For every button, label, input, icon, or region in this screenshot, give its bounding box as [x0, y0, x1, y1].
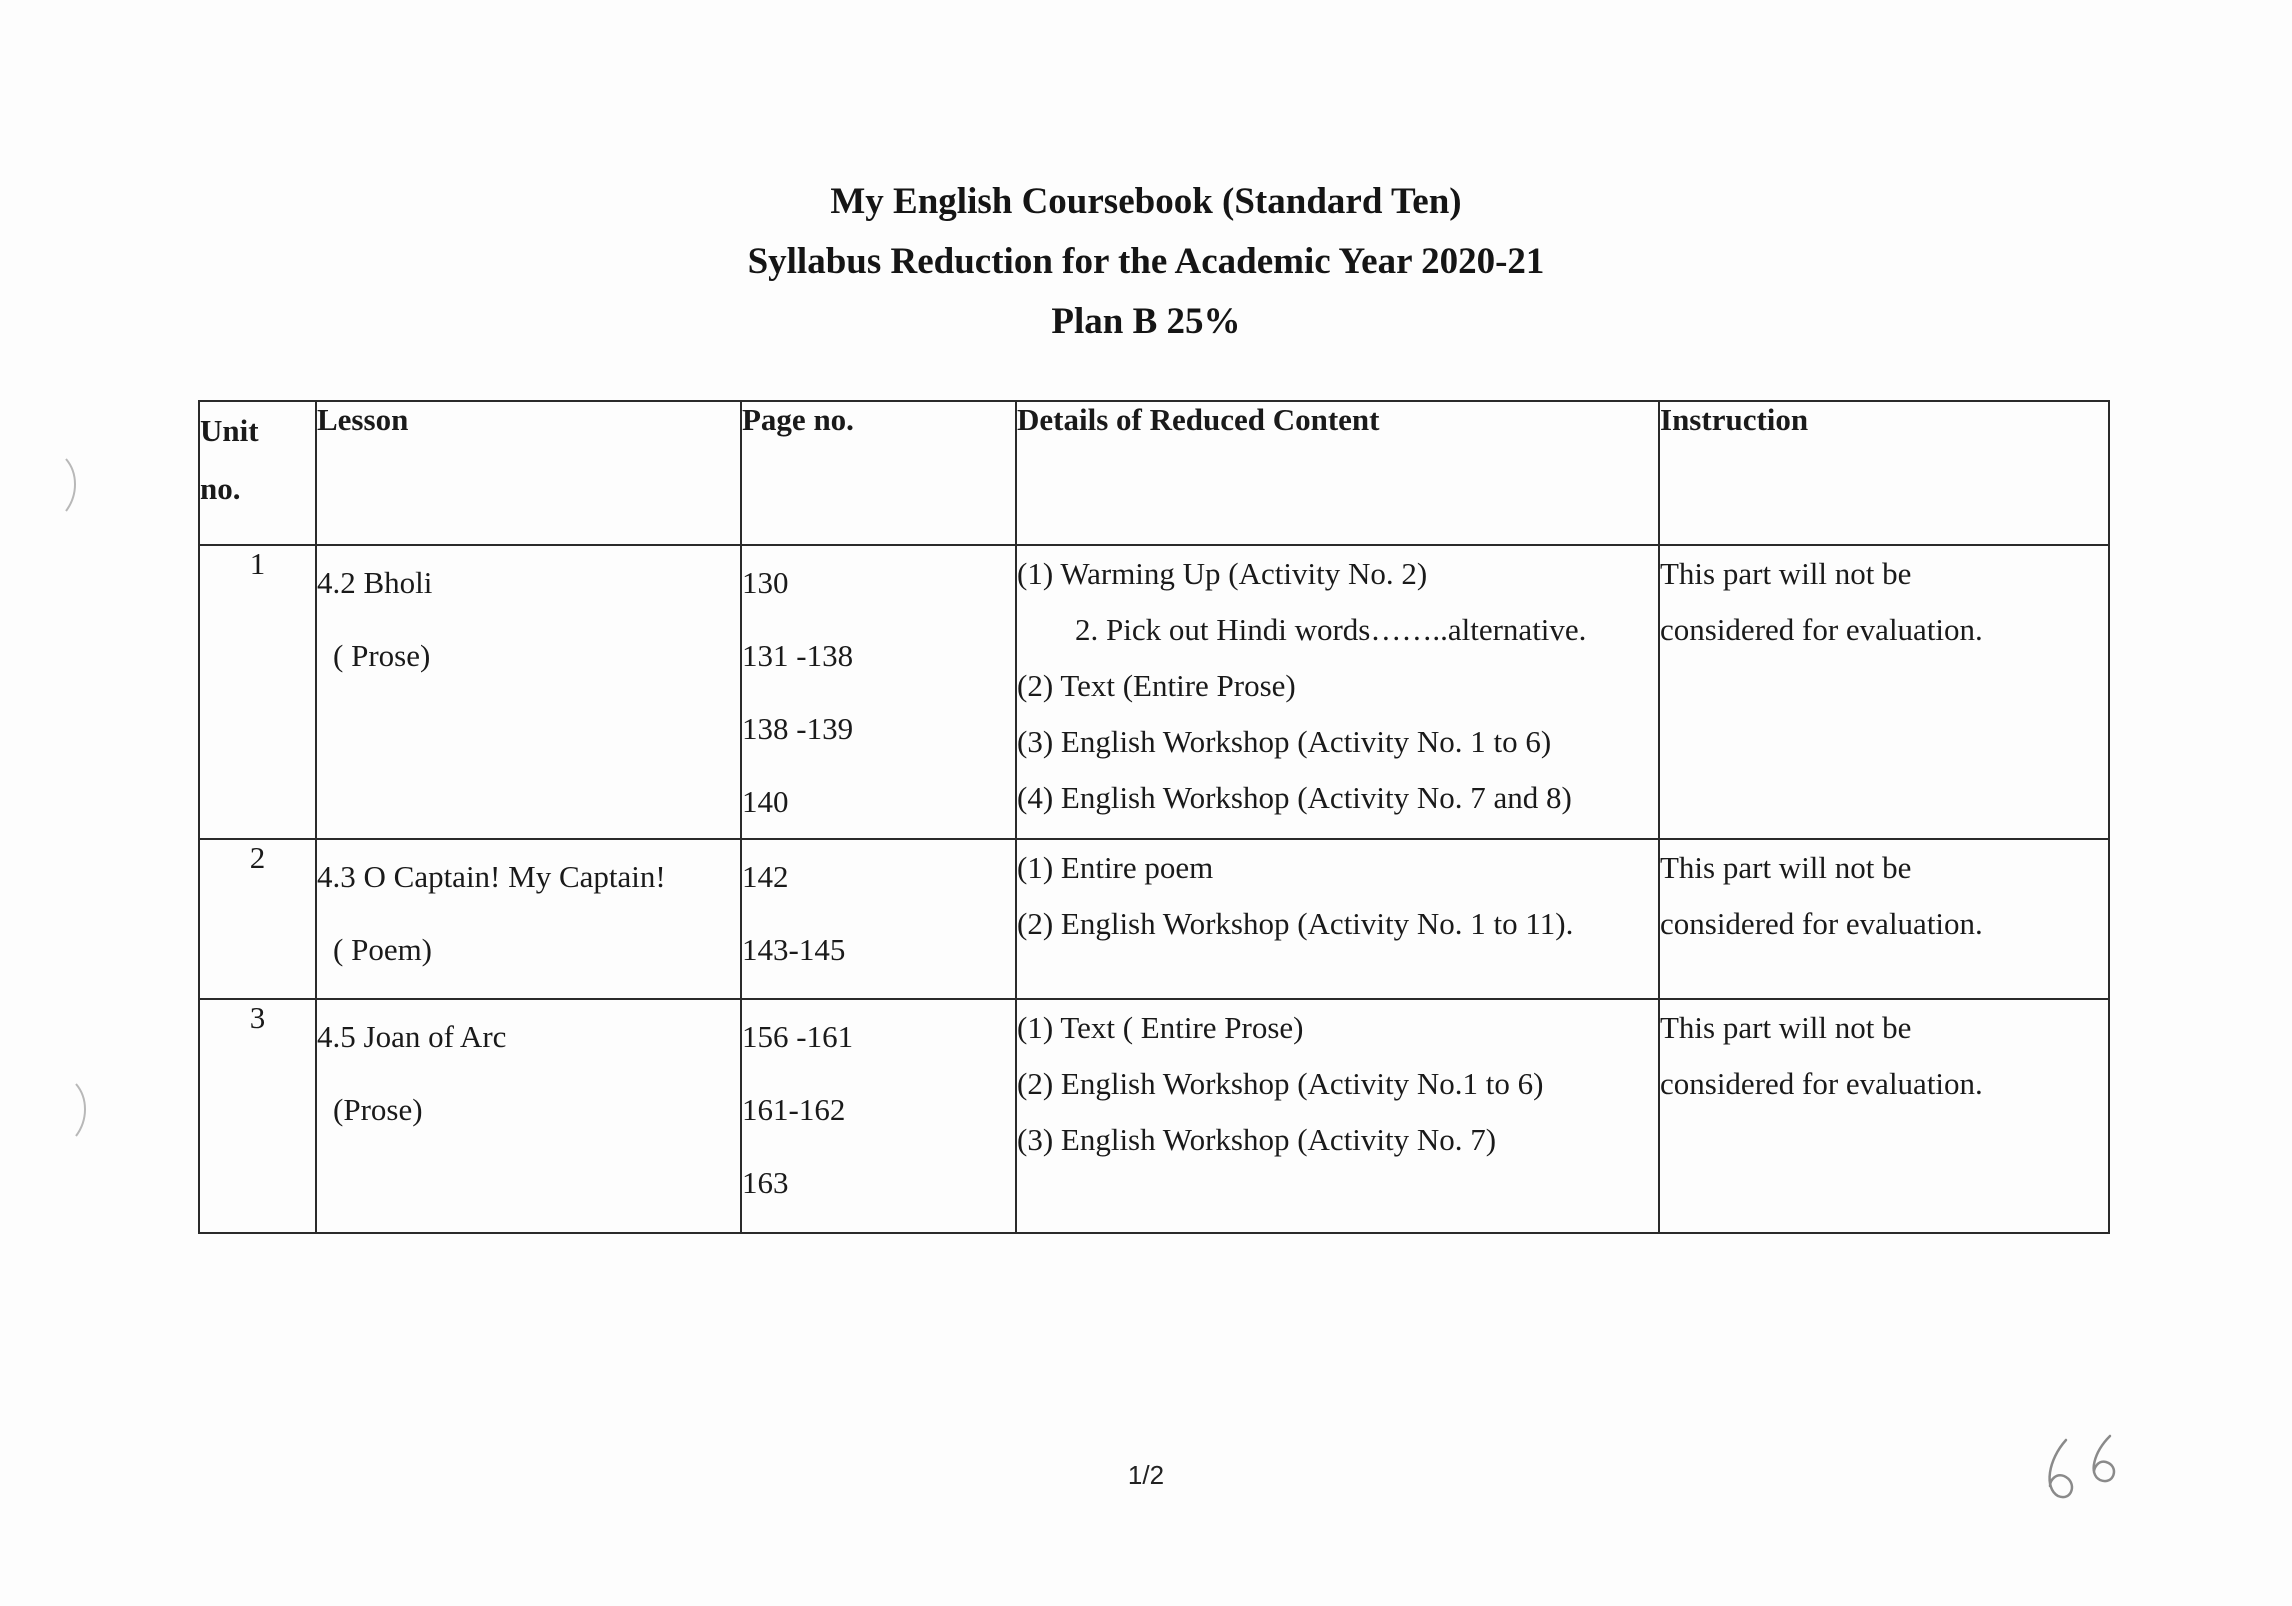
- page-range: 163: [742, 1165, 789, 1200]
- pencil-stroke: [2094, 1436, 2114, 1481]
- content-item: (1) Text ( Entire Prose): [1017, 1010, 1304, 1045]
- lesson-type: (Prose): [333, 1092, 423, 1127]
- punch-hole-mark: [72, 1080, 92, 1140]
- page-numbers-cell: [741, 545, 1016, 839]
- page-range: 138 -139: [742, 711, 854, 746]
- instruction-cell: [1659, 839, 2109, 999]
- content-item: (4) English Workshop (Activity No. 7 and 8): [1017, 780, 1572, 815]
- lesson-type: ( Poem): [333, 932, 433, 967]
- lesson-cell: [316, 839, 741, 999]
- content-item: (2) Text (Entire Prose): [1017, 668, 1296, 703]
- content-item: 2. Pick out Hindi words……..alternative.: [1075, 612, 1587, 647]
- page-number: 1/2: [1127, 1460, 1165, 1490]
- content-item: (2) English Workshop (Activity No. 1 to 11).: [1017, 906, 1574, 941]
- page-range: 130: [742, 565, 789, 600]
- reduced-content-cell: [1016, 999, 1659, 1233]
- instruction-text: This part will not be: [1660, 556, 1912, 591]
- content-item: (3) English Workshop (Activity No. 7): [1017, 1122, 1497, 1157]
- table-row: [199, 839, 2109, 999]
- lesson-cell: [316, 999, 741, 1233]
- syllabus-reduction-table: [198, 400, 2110, 1234]
- page-range: 142: [742, 859, 789, 894]
- header-unit-line1: Unit: [200, 413, 259, 448]
- punch-hole-mark: [62, 455, 82, 515]
- pencil-stroke: [2050, 1440, 2072, 1497]
- header-instruction: Instruction: [1659, 401, 2109, 545]
- header-unit-no: [199, 401, 316, 545]
- header-page-no: Page no.: [741, 401, 1016, 545]
- unit-number: 2: [199, 839, 316, 999]
- page-range: 143-145: [742, 932, 846, 967]
- page-range: 156 -161: [742, 1019, 854, 1054]
- page-range: 140: [742, 784, 789, 819]
- instruction-text: This part will not be: [1660, 850, 1912, 885]
- reduced-content-cell: [1016, 545, 1659, 839]
- table-row: [199, 545, 2109, 839]
- handwritten-page-mark: [2036, 1430, 2136, 1510]
- lesson-cell: [316, 545, 741, 839]
- page-numbers-cell: [741, 839, 1016, 999]
- lesson-title: 4.3 O Captain! My Captain!: [317, 859, 666, 894]
- header-unit-line2: no.: [200, 471, 241, 506]
- lesson-title: 4.2 Bholi: [317, 565, 433, 600]
- document-subtitle: Syllabus Reduction for the Academic Year 2020-21: [747, 241, 1545, 282]
- instruction-cell: [1659, 545, 2109, 839]
- instruction-text: considered for evaluation.: [1660, 906, 1983, 941]
- unit-number: 1: [199, 545, 316, 839]
- instruction-text: This part will not be: [1660, 1010, 1912, 1045]
- page-range: 161-162: [742, 1092, 846, 1127]
- content-item: (1) Entire poem: [1017, 850, 1214, 885]
- instruction-text: considered for evaluation.: [1660, 612, 1983, 647]
- page-numbers-cell: [741, 999, 1016, 1233]
- table-header-row: [199, 401, 2109, 545]
- book-title: My English Coursebook (Standard Ten): [830, 181, 1462, 222]
- page-range: 131 -138: [742, 638, 854, 673]
- instruction-text: considered for evaluation.: [1660, 1066, 1983, 1101]
- reduced-content-cell: [1016, 839, 1659, 999]
- lesson-type: ( Prose): [333, 638, 431, 673]
- header-lesson: Lesson: [316, 401, 741, 545]
- lesson-title: 4.5 Joan of Arc: [317, 1019, 507, 1054]
- content-item: (2) English Workshop (Activity No.1 to 6): [1017, 1066, 1544, 1101]
- content-item: (1) Warming Up (Activity No. 2): [1017, 556, 1428, 591]
- content-item: (3) English Workshop (Activity No. 1 to 6): [1017, 724, 1552, 759]
- plan-label: Plan B 25%: [1051, 301, 1241, 342]
- header-details: Details of Reduced Content: [1016, 401, 1659, 545]
- table-row: [199, 999, 2109, 1233]
- page-heading: [0, 172, 2292, 352]
- unit-number: 3: [199, 999, 316, 1233]
- instruction-cell: [1659, 999, 2109, 1233]
